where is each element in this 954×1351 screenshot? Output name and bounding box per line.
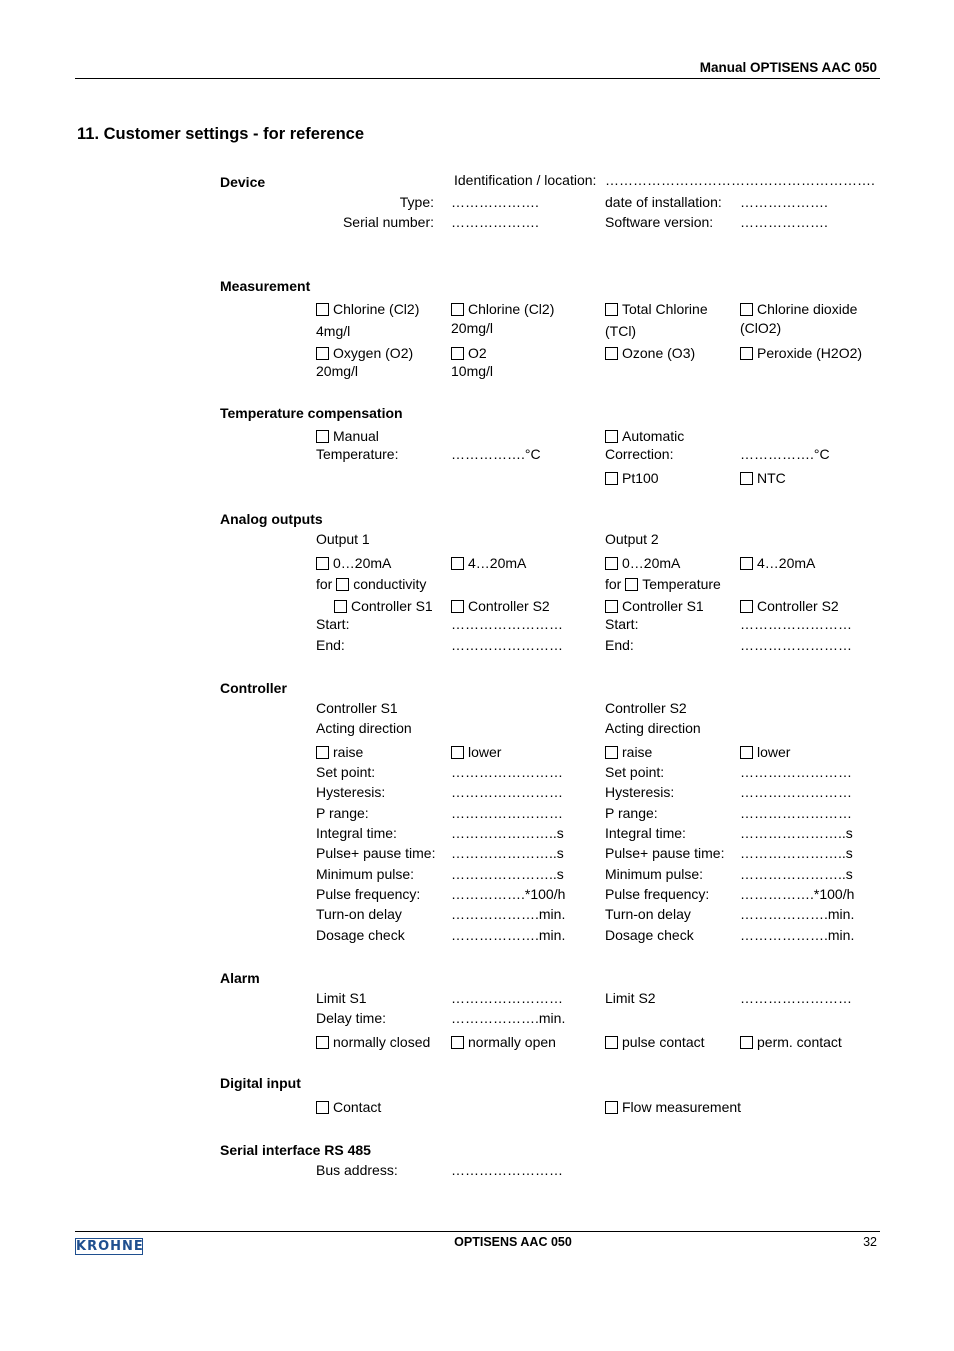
s1-pulsefreq-label: Pulse frequency: <box>316 886 421 902</box>
checkbox-automatic[interactable] <box>605 430 618 443</box>
s1-turnon-value: ……………….min. <box>451 906 566 922</box>
footer-rule <box>75 1231 880 1232</box>
checkbox-out1-0-20ma[interactable] <box>316 557 329 570</box>
s1-acting-direction: Acting direction <box>316 720 412 736</box>
s2-integral-value: …………………..s <box>740 825 853 841</box>
chlorine-4mg-range: 4mg/l <box>316 323 351 339</box>
option-contact[interactable]: Contact <box>316 1098 381 1116</box>
output-1-label: Output 1 <box>316 531 370 547</box>
s2-hysteresis-value: …………………… <box>740 784 852 800</box>
page-number: 32 <box>863 1235 877 1249</box>
controller-s1-label: Controller S1 <box>316 700 398 716</box>
option-oxygen-10mg[interactable]: O2 <box>451 344 487 362</box>
out2-end-label: End: <box>605 637 634 653</box>
s1-setpoint-value: …………………… <box>451 764 563 780</box>
bus-address-value: …………………… <box>451 1162 563 1178</box>
temperature-label: Temperature: <box>316 446 399 462</box>
correction-label: Correction: <box>605 446 674 462</box>
s1-minpulse-value: …………………..s <box>451 866 564 882</box>
s1-setpoint-label: Set point: <box>316 764 376 780</box>
s1-prange-value: …………………… <box>451 805 563 821</box>
install-date-value: ………………. <box>740 194 828 210</box>
option-out1-conductivity[interactable]: for conductivity <box>316 576 427 592</box>
total-chlorine-abbr: (TCl) <box>605 323 637 339</box>
checkbox-out2-temperature[interactable] <box>625 578 638 591</box>
section-device: Device <box>220 174 266 190</box>
out2-start-label: Start: <box>605 616 639 632</box>
out1-end-label: End: <box>316 637 345 653</box>
s2-prange-value: …………………… <box>740 805 852 821</box>
software-version-value: ………………. <box>740 214 828 230</box>
option-s2-lower[interactable]: lower <box>740 743 790 761</box>
s2-pulsepause-label: Pulse+ pause time: <box>605 845 725 861</box>
checkbox-ozone[interactable] <box>605 347 618 360</box>
s1-hysteresis-value: …………………… <box>451 784 563 800</box>
s1-pulsefreq-value: …………….*100/h <box>451 886 566 902</box>
controller-s2-label: Controller S2 <box>605 700 687 716</box>
option-pulse-contact[interactable]: pulse contact <box>605 1033 705 1051</box>
out2-end-value: …………………… <box>740 637 852 653</box>
s2-prange-label: P range: <box>605 805 658 821</box>
limit-s2-value: …………………… <box>740 990 852 1006</box>
option-oxygen-20mg[interactable]: Oxygen (O2) <box>316 344 413 362</box>
checkbox-out2-controller-s1[interactable] <box>605 600 618 613</box>
oxygen-10mg-range: 10mg/l <box>451 363 494 379</box>
checkbox-out1-controller-s2[interactable] <box>451 600 464 613</box>
s2-setpoint-label: Set point: <box>605 764 665 780</box>
serial-number-label: Serial number: <box>342 214 434 230</box>
s2-turnon-label: Turn-on delay <box>605 906 691 922</box>
checkbox-pt100[interactable] <box>605 472 618 485</box>
option-s1-lower[interactable]: lower <box>451 743 501 761</box>
option-normally-open[interactable]: normally open <box>451 1033 556 1051</box>
checkbox-peroxide[interactable] <box>740 347 753 360</box>
s2-minpulse-value: …………………..s <box>740 866 853 882</box>
checkbox-out1-4-20ma[interactable] <box>451 557 464 570</box>
option-out1-0-20ma[interactable]: 0…20mA <box>316 554 391 572</box>
s1-integral-label: Integral time: <box>316 825 397 841</box>
limit-s2-label: Limit S2 <box>605 990 656 1006</box>
limit-s1-value: …………………… <box>451 990 563 1006</box>
s1-dosage-label: Dosage check <box>316 927 405 943</box>
oxygen-20mg-range: 20mg/l <box>316 363 359 379</box>
type-label: Type: <box>399 194 434 210</box>
section-digital-input: Digital input <box>220 1075 301 1091</box>
option-chlorine-20mg[interactable]: Chlorine (Cl2) <box>451 300 554 318</box>
krohne-logo: KROHNE <box>76 1239 144 1254</box>
s2-dosage-label: Dosage check <box>605 927 694 943</box>
header-rule <box>75 78 880 79</box>
identification-label: Identification / location: <box>454 172 597 188</box>
s1-turnon-label: Turn-on delay <box>316 906 402 922</box>
s1-hysteresis-label: Hysteresis: <box>316 784 386 800</box>
option-out1-controller-s2[interactable]: Controller S2 <box>451 597 550 615</box>
header-title: Manual OPTISENS AAC 050 <box>699 60 877 75</box>
s2-pulsefreq-label: Pulse frequency: <box>605 886 710 902</box>
option-out2-4-20ma[interactable]: 4…20mA <box>740 554 815 572</box>
option-perm-contact[interactable]: perm. contact <box>740 1033 842 1051</box>
option-ntc[interactable]: NTC <box>740 469 786 487</box>
chapter-heading: 11. Customer settings - for reference <box>77 125 365 143</box>
s1-prange-label: P range: <box>316 805 369 821</box>
option-manual[interactable]: Manual <box>316 427 379 445</box>
option-total-chlorine[interactable]: Total Chlorine <box>605 300 708 318</box>
section-controller: Controller <box>220 680 287 696</box>
correction-value: …………….°C <box>740 446 830 462</box>
checkbox-out1-conductivity[interactable] <box>336 578 349 591</box>
option-flow-measurement[interactable]: Flow measurement <box>605 1098 741 1116</box>
s2-dosage-value: ……………….min. <box>740 927 855 943</box>
out1-start-label: Start: <box>316 616 350 632</box>
checkbox-contact[interactable] <box>316 1101 329 1114</box>
checkbox-out2-controller-s2[interactable] <box>740 600 753 613</box>
option-s2-raise[interactable]: raise <box>605 743 652 761</box>
checkbox-manual[interactable] <box>316 430 329 443</box>
s2-hysteresis-label: Hysteresis: <box>605 784 675 800</box>
section-measurement: Measurement <box>220 278 311 294</box>
out2-start-value: …………………… <box>740 616 852 632</box>
bus-address-label: Bus address: <box>316 1162 398 1178</box>
out1-start-value: …………………… <box>451 616 563 632</box>
serial-number-value: ………………. <box>451 214 539 230</box>
out1-end-value: …………………… <box>451 637 563 653</box>
option-out2-controller-s2[interactable]: Controller S2 <box>740 597 839 615</box>
option-pt100[interactable]: Pt100 <box>605 469 659 487</box>
option-out2-controller-s1[interactable]: Controller S1 <box>605 597 704 615</box>
checkbox-s2-raise[interactable] <box>605 746 618 759</box>
s2-acting-direction: Acting direction <box>605 720 701 736</box>
chlorine-dioxide-abbr: (ClO2) <box>740 320 782 336</box>
option-ozone[interactable]: Ozone (O3) <box>605 344 695 362</box>
s2-minpulse-label: Minimum pulse: <box>605 866 704 882</box>
checkbox-s1-lower[interactable] <box>451 746 464 759</box>
install-date-label: date of installation: <box>605 194 722 210</box>
s2-pulsepause-value: …………………..s <box>740 845 853 861</box>
option-chlorine-dioxide[interactable]: Chlorine dioxide <box>740 300 857 318</box>
checkbox-chlorine-dioxide[interactable] <box>740 303 753 316</box>
checkbox-s1-raise[interactable] <box>316 746 329 759</box>
section-serial-interface: Serial interface RS 485 <box>220 1142 371 1158</box>
option-out1-4-20ma[interactable]: 4…20mA <box>451 554 526 572</box>
s1-minpulse-label: Minimum pulse: <box>316 866 415 882</box>
identification-value: …………………………………………………. <box>605 172 875 188</box>
checkbox-out2-4-20ma[interactable] <box>740 557 753 570</box>
delay-time-value: ……………….min. <box>451 1010 566 1026</box>
s2-integral-label: Integral time: <box>605 825 686 841</box>
checkbox-out1-controller-s1[interactable] <box>334 600 347 613</box>
s1-dosage-value: ……………….min. <box>451 927 566 943</box>
checkbox-pulse-contact[interactable] <box>605 1036 618 1049</box>
checkbox-chlorine-20mg[interactable] <box>451 303 464 316</box>
option-out2-temperature[interactable]: for Temperature <box>605 576 721 592</box>
checkbox-ntc[interactable] <box>740 472 753 485</box>
section-alarm: Alarm <box>220 970 260 986</box>
s2-pulsefreq-value: …………….*100/h <box>740 886 855 902</box>
checkbox-perm-contact[interactable] <box>740 1036 753 1049</box>
s1-integral-value: …………………..s <box>451 825 564 841</box>
checkbox-s2-lower[interactable] <box>740 746 753 759</box>
delay-time-label: Delay time: <box>316 1010 387 1026</box>
checkbox-oxygen-10mg[interactable] <box>451 347 464 360</box>
s1-pulsepause-value: …………………..s <box>451 845 564 861</box>
option-out2-0-20ma[interactable]: 0…20mA <box>605 554 680 572</box>
option-peroxide[interactable]: Peroxide (H2O2) <box>740 344 862 362</box>
temperature-value: …………….°C <box>451 446 541 462</box>
checkbox-flow-measurement[interactable] <box>605 1101 618 1114</box>
checkbox-oxygen-20mg[interactable] <box>316 347 329 360</box>
chlorine-20mg-range: 20mg/l <box>451 320 494 336</box>
option-normally-closed[interactable]: normally closed <box>316 1033 430 1051</box>
section-temperature-compensation: Temperature compensation <box>220 405 403 421</box>
limit-s1-label: Limit S1 <box>316 990 367 1006</box>
s2-setpoint-value: …………………… <box>740 764 852 780</box>
option-s1-raise[interactable]: raise <box>316 743 363 761</box>
software-version-label: Software version: <box>605 214 714 230</box>
option-chlorine-4mg[interactable]: Chlorine (Cl2) <box>316 300 419 318</box>
footer-title: OPTISENS AAC 050 <box>454 1235 572 1249</box>
checkbox-chlorine-4mg[interactable] <box>316 303 329 316</box>
checkbox-total-chlorine[interactable] <box>605 303 618 316</box>
checkbox-normally-closed[interactable] <box>316 1036 329 1049</box>
option-automatic[interactable]: Automatic <box>605 427 684 445</box>
option-out1-controller-s1[interactable]: Controller S1 <box>334 597 433 615</box>
s1-pulsepause-label: Pulse+ pause time: <box>316 845 436 861</box>
output-2-label: Output 2 <box>605 531 659 547</box>
section-analog-outputs: Analog outputs <box>220 511 323 527</box>
type-value: ………………. <box>451 194 539 210</box>
checkbox-normally-open[interactable] <box>451 1036 464 1049</box>
s2-turnon-value: ……………….min. <box>740 906 855 922</box>
checkbox-out2-0-20ma[interactable] <box>605 557 618 570</box>
